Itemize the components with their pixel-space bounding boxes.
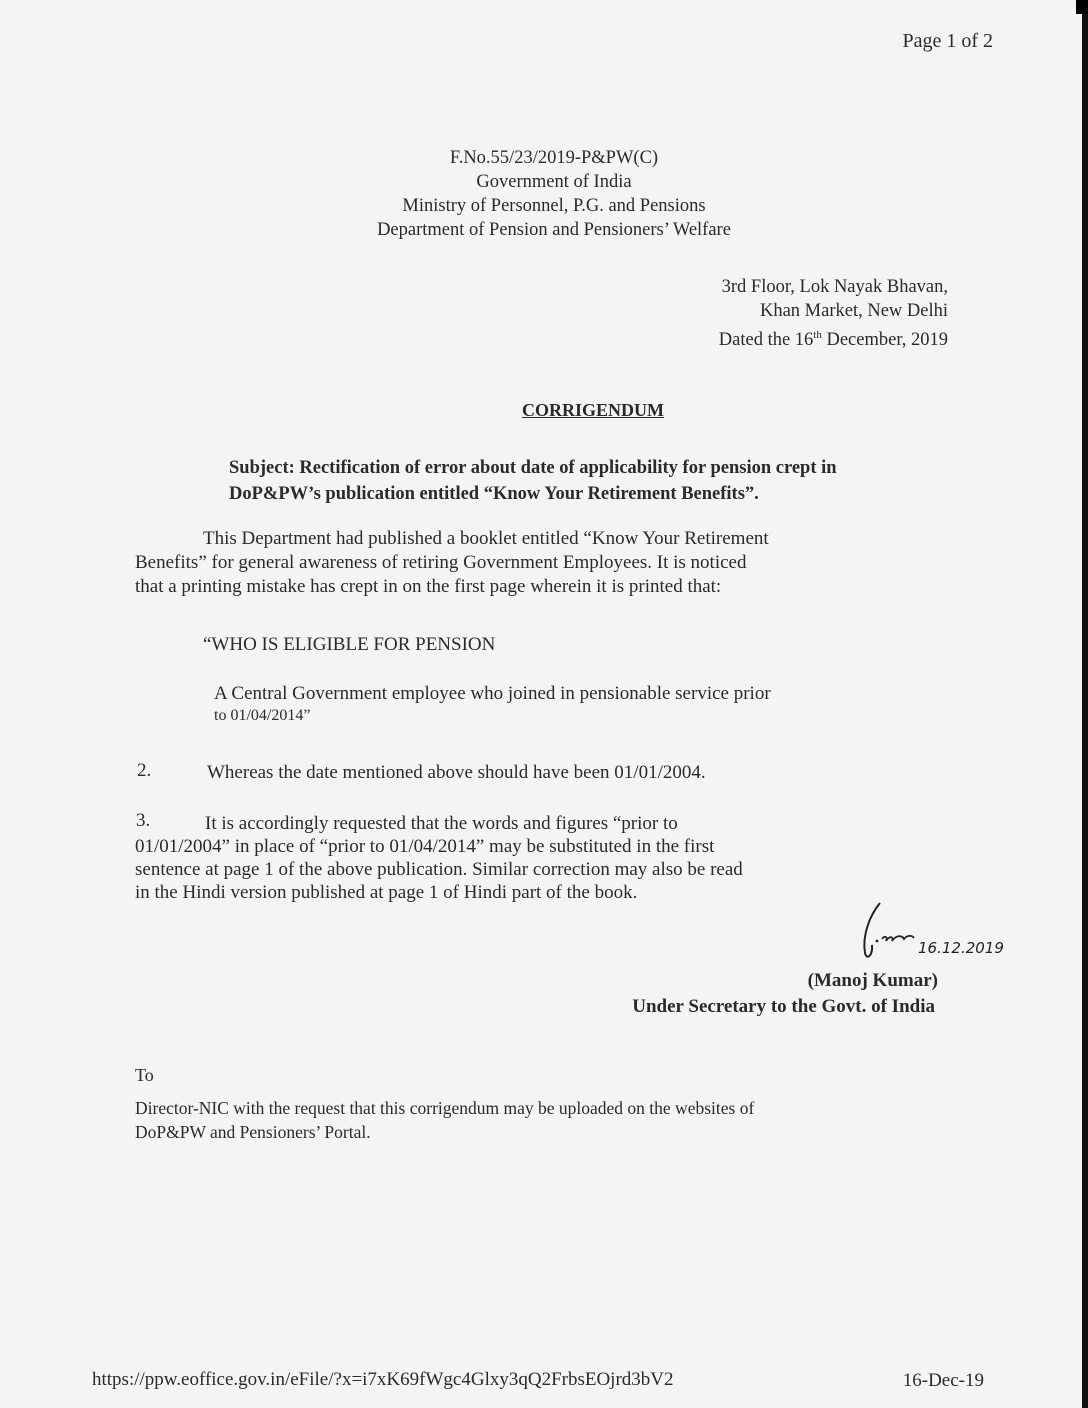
handwritten-signature (840, 895, 1030, 975)
recipient-block (135, 1096, 754, 1144)
para1-line-2: Benefits” for general awareness of retiring Government Employees. It is noticed (135, 552, 747, 573)
recipient-line-2: DoP&PW and Pensioners’ Portal. (135, 1122, 371, 1142)
para3-line-2: 01/01/2004” in place of “prior to 01/04/2014” may be substituted in the first (135, 836, 715, 857)
dated-line (719, 323, 948, 352)
quote-body (214, 683, 771, 727)
quote-line-1: A Central Government employee who joined in pensionable service prior (214, 683, 771, 704)
quote-line-2: to 01/04/2014” (214, 707, 311, 724)
para3-line-4: in the Hindi version published at page 1 of Hindi part of the book. (135, 882, 638, 903)
header-govt: Government of India (476, 172, 632, 192)
subject-line-2: DoP&PW’s publication entitled “Know Your Retirement Benefits”. (229, 484, 759, 504)
para1-line-3: that a printing mistake has crept in on the first page wherein it is printed that: (135, 576, 722, 597)
signature-date: 16.12.2019 (918, 939, 1004, 957)
page-number: Page 1 of 2 (902, 30, 993, 52)
paragraph-3 (135, 812, 743, 904)
file-number: F.No.55/23/2019-P&PW(C) (449, 148, 659, 168)
recipient-line-1: Director-NIC with the request that this corrigendum may be uploaded on the websites of (135, 1098, 755, 1118)
document-title (0, 400, 1088, 421)
footer-date: 16-Dec-19 (902, 1370, 984, 1391)
dated-sup: th (813, 329, 822, 341)
para3-line-3: sentence at page 1 of the above publication. Similar correction may also be read (135, 859, 743, 880)
signatory-designation: Under Secretary to the Govt. of India (632, 996, 935, 1017)
para2-number: 2. (137, 760, 152, 781)
address-line-1: 3rd Floor, Lok Nayak Bhavan, (721, 277, 948, 297)
subject-line-1: Subject: Rectification of error about date of applicability for pension crept in (229, 458, 837, 478)
scan-mark (1076, 0, 1088, 14)
address-line-2: Khan Market, New Delhi (759, 301, 948, 321)
address-block (719, 275, 948, 352)
paragraph-2: Whereas the date mentioned above should have been 01/01/2004. (207, 762, 706, 783)
letter-header (0, 146, 1088, 242)
title-text: CORRIGENDUM (522, 400, 664, 420)
footer-url: https://ppw.eoffice.gov.in/eFile/?x=i7xK69fWgc4Glxy3qQ2FrbsEOjrd3bV2 (92, 1369, 674, 1390)
paragraph-1 (135, 527, 769, 599)
para3-line-1: It is accordingly requested that the words and figures “prior to (205, 813, 678, 834)
para3-number: 3. (136, 810, 151, 831)
signatory-name: (Manoj Kumar) (807, 970, 938, 991)
header-ministry: Ministry of Personnel, P.G. and Pensions (402, 196, 706, 216)
quote-heading: “WHO IS ELIGIBLE FOR PENSION (203, 634, 496, 655)
to-label: To (135, 1065, 154, 1085)
dated-suffix: December, 2019 (821, 330, 948, 351)
dated-prefix: Dated the 16 (718, 330, 814, 351)
para1-line-1: This Department had published a booklet entitled “Know Your Retirement (203, 528, 769, 549)
subject-block (229, 455, 837, 507)
header-department: Department of Pension and Pensioners’ Welfare (377, 220, 731, 240)
